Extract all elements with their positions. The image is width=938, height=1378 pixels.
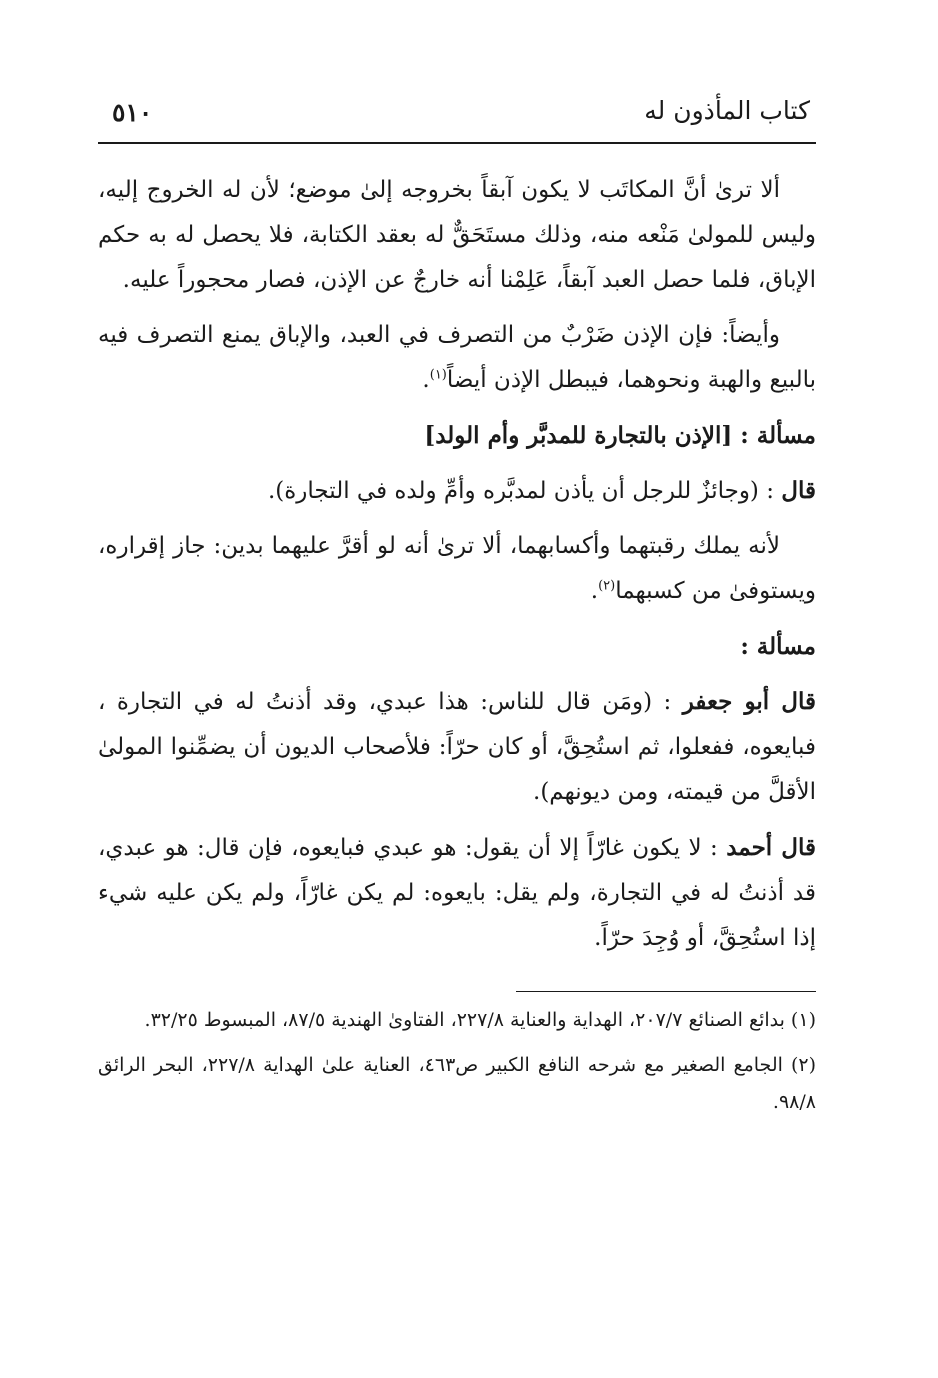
- footnote-ref-2: (٢): [598, 578, 616, 594]
- footnotes: [98, 1002, 816, 1121]
- paragraph-3: [98, 468, 816, 514]
- speaker-label: قال أبو جعفر: [682, 688, 816, 715]
- footnote-divider: [516, 991, 816, 992]
- paragraph-4-text: لأنه يملك رقبتهما وأكسابهما، ألا ترىٰ أنه لو أقرَّ عليهما بدين: جاز إقراره، ويستوفىٰ من كسبهما: [98, 533, 816, 604]
- paragraph-2: [98, 313, 816, 403]
- book-page: [98, 90, 816, 1129]
- paragraph-5-text: : (ومَن قال للناس: هذا عبدي، وقد أذنتُ له في التجارة ، فبايعوه، ففعلوا، ثم استُحِقَّ، أو كان حرّاً: فلأصحاب الديون أن يضمِّنوا المولىٰ الأقلَّ من قيمته، ومن ديونهم).: [98, 689, 816, 805]
- chapter-title: كتاب المأذون له: [644, 96, 810, 125]
- issue-heading-2: مسألة :: [740, 633, 816, 660]
- page-number: ٥١٠: [112, 98, 153, 127]
- paragraph-4: [98, 524, 816, 614]
- speaker-label: قال أحمد: [726, 834, 816, 861]
- page-header: [98, 90, 816, 144]
- footnote-ref-1: (١): [429, 367, 447, 383]
- speaker-label: قال: [781, 477, 816, 504]
- paragraph-6-text: : لا يكون غارّاً إلا أن يقول: هو عبدي فبايعوه، فإن قال: هو عبدي، قد أذنتُ له في التجارة، ولم يقل: بايعوه: لم يكن غارّاً، ولم يكن عليه شيء إذا استُحِقَّ، أو وُجِدَ حرّاً.: [98, 835, 816, 951]
- paragraph-4-end: .: [590, 578, 599, 604]
- paragraph-6: [98, 825, 816, 961]
- paragraph-1: ألا ترىٰ أنَّ المكاتَب لا يكون آبقاً بخروجه إلىٰ موضع؛ لأن له الخروج إليه، وليس للمولىٰ مَنْعه منه، وذلك مستَحَقٌّ له بعقد الكتابة، فلا يحصل له به حكم الإباق، فلما حصل العبد آبقاً، عَلِمْنا أنه خارجٌ عن الإذن، فصار محجوراً عليه.: [98, 177, 816, 293]
- footnote-2: (٢) الجامع الصغير مع شرحه النافع الكبير ص٤٦٣، العناية علىٰ الهداية ٢٢٧/٨، البحر الرائق ٩٨/٨.: [98, 1054, 817, 1113]
- page-body: [98, 168, 816, 961]
- paragraph-3-text: : (وجائزٌ للرجل أن يأذن لمدبَّره وأمِّ ولده في التجارة).: [267, 478, 782, 504]
- paragraph-2-text: وأيضاً: فإن الإذن ضَرْبٌ من التصرف في العبد، والإباق يمنع التصرف فيه بالبيع والهبة ونحوهما، فيبطل الإذن أيضاً: [98, 322, 816, 393]
- issue-heading-1: مسألة : [الإذن بالتجارة للمدبَّر وأم الولد]: [424, 422, 816, 449]
- paragraph-5: [98, 679, 816, 815]
- footnote-1: (١) بدائع الصنائع ٢٠٧/٧، الهداية والعناية ٢٢٧/٨، الفتاوىٰ الهندية ٨٧/٥، المبسوط ٣٢/٢٥.: [144, 1009, 816, 1031]
- paragraph-2-end: .: [422, 367, 430, 393]
